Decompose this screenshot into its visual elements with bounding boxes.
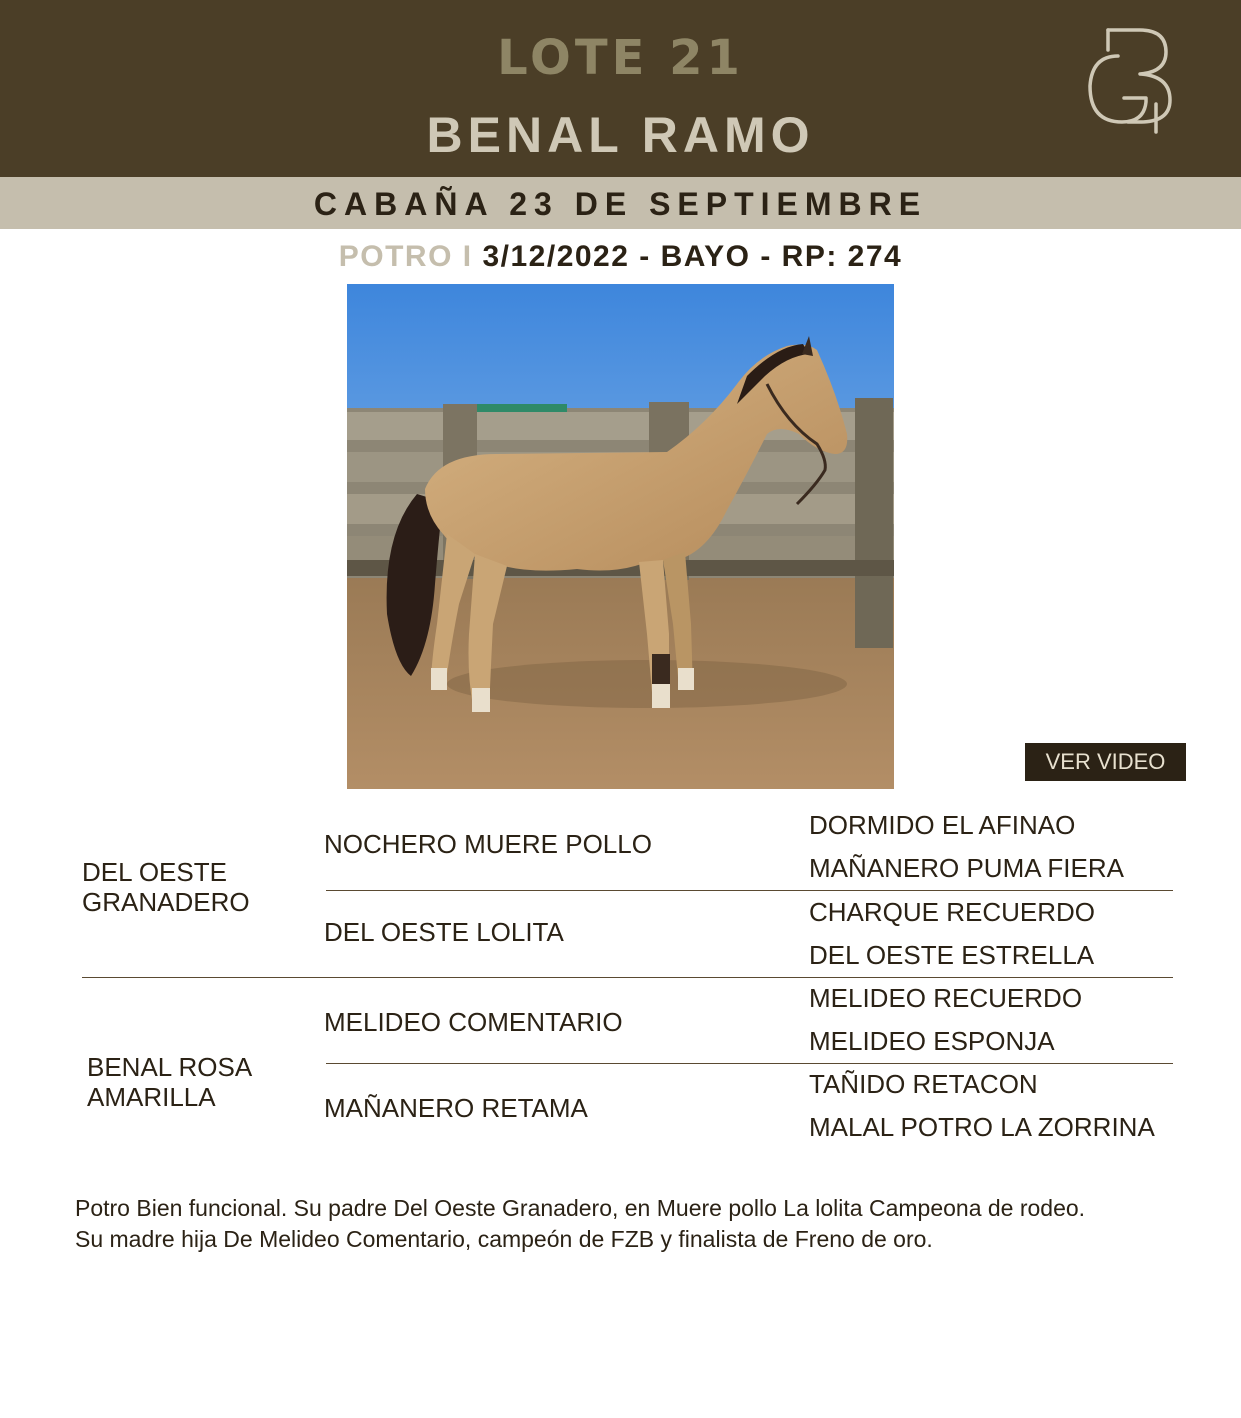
great-grandparent: DEL OESTE ESTRELLA (809, 940, 1095, 970)
dam-dam-name: MAÑANERO RETAMA (324, 1093, 588, 1123)
sire-name-line1: DEL OESTE (82, 857, 227, 887)
description-line: Potro Bien funcional. Su padre Del Oeste Granadero, en Muere pollo La lolita Campeona de rodeo. (75, 1195, 1086, 1221)
sire-name (82, 857, 250, 917)
great-grandparent: MAÑANERO PUMA FIERA (809, 853, 1124, 883)
great-grandparent: MALAL POTRO LA ZORRINA (809, 1112, 1155, 1142)
description (75, 1193, 1185, 1255)
horse-category: POTRO (338, 240, 453, 273)
great-grandparent: CHARQUE RECUERDO (809, 897, 1096, 927)
ver-video-button[interactable]: VER VIDEO (1025, 743, 1186, 781)
dam-name (87, 1052, 252, 1112)
great-grandparent: MELIDEO RECUERDO (809, 983, 1083, 1013)
horse-info: 3/12/2022 - BAYO - RP: 274 (482, 240, 903, 273)
pedigree-divider (82, 977, 1173, 978)
breeder-name: CABAÑA 23 DE SEPTIEMBRE (313, 186, 928, 222)
horse-name: BENAL RAMO (426, 107, 815, 163)
sire-dam-name: DEL OESTE LOLITA (324, 917, 564, 947)
pedigree-divider (326, 890, 1173, 891)
great-grandparent: DORMIDO EL AFINAO (809, 810, 1076, 840)
horse-details (0, 240, 1241, 274)
lot-number: LOTE 21 (497, 30, 744, 86)
details-separator: I (462, 240, 473, 273)
great-grandparent: MELIDEO ESPONJA (809, 1026, 1055, 1056)
header-banner (0, 0, 1241, 177)
sire-name-line2: GRANADERO (82, 887, 250, 917)
horse-photo (347, 284, 894, 789)
description-line: Su madre hija De Melideo Comentario, campeón de FZB y finalista de Freno de oro. (75, 1226, 933, 1252)
great-grandparent: TAÑIDO RETACON (809, 1069, 1038, 1099)
dam-name-line2: AMARILLA (87, 1082, 216, 1112)
dam-name-line1: BENAL ROSA (87, 1052, 253, 1082)
gb-monogram-icon (1078, 22, 1178, 140)
pedigree-divider (326, 1063, 1173, 1064)
dam-sire-name: MELIDEO COMENTARIO (324, 1007, 623, 1037)
sire-sire-name: NOCHERO MUERE POLLO (324, 829, 652, 859)
breeder-band (0, 177, 1241, 229)
